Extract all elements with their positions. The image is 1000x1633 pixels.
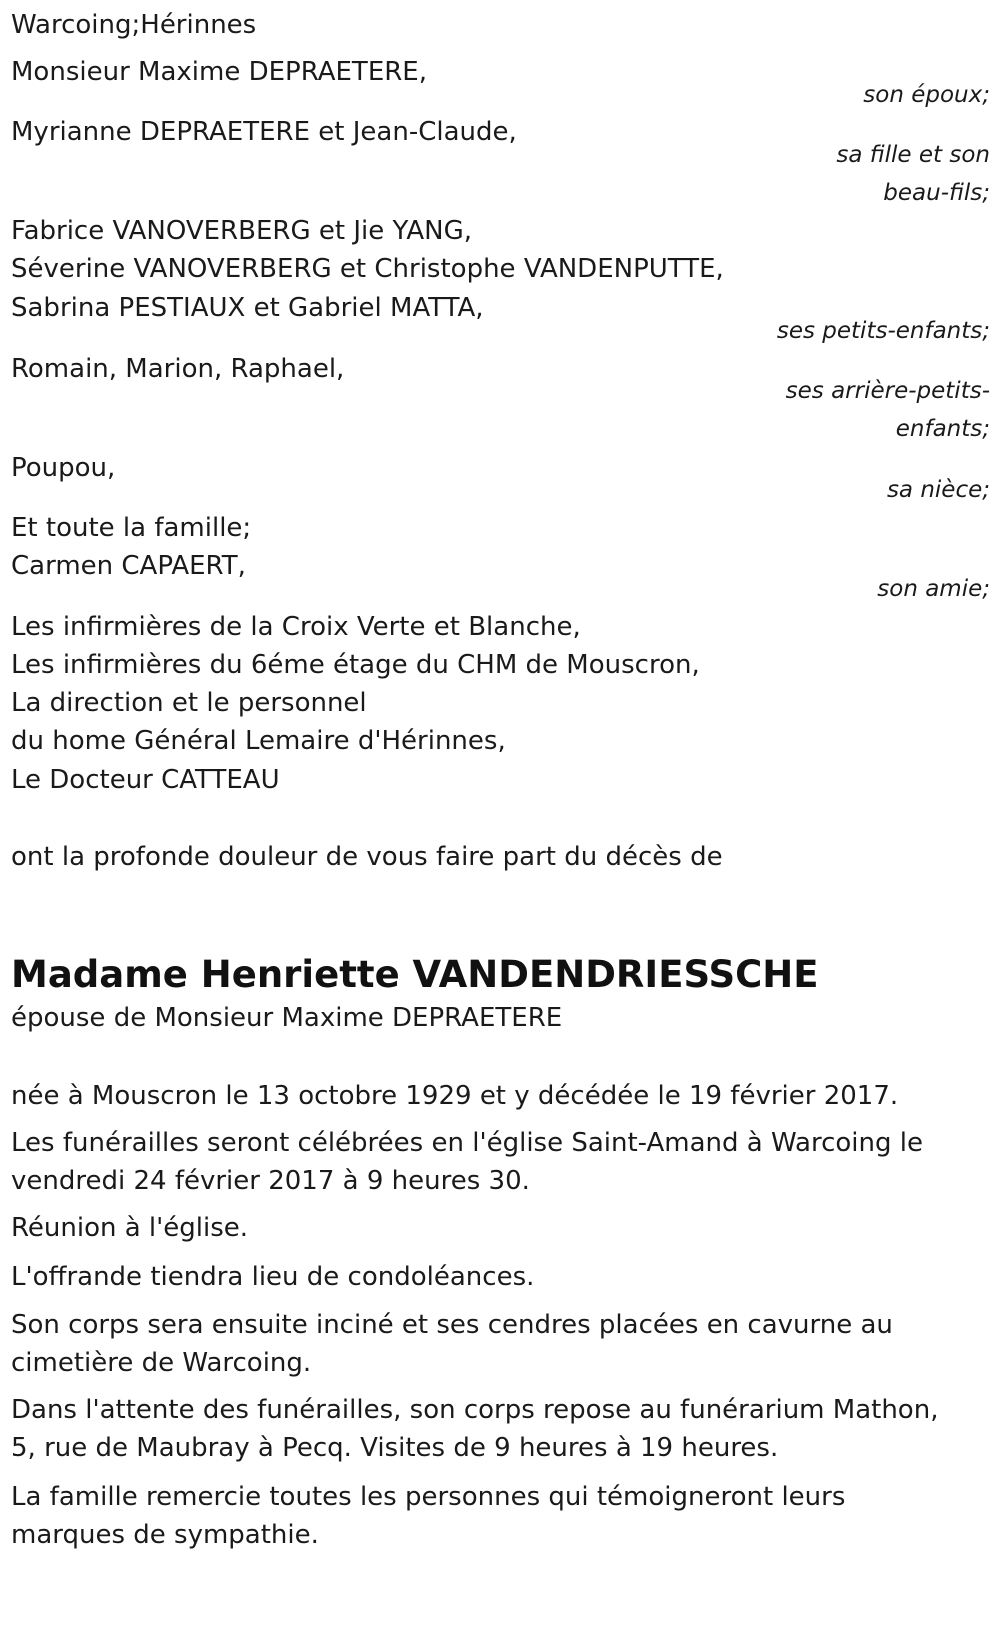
others-line: Les infirmières de la Croix Verte et Blanche, bbox=[11, 612, 581, 642]
great-grandchildren-line: Romain, Marion, Raphael, bbox=[11, 354, 345, 384]
others-line: La direction et le personnel bbox=[11, 688, 367, 718]
birth-death: née à Mouscron le 13 octobre 1929 et y décédée le 19 février 2017. bbox=[11, 1081, 899, 1111]
thanks-line: La famille remercie toutes les personnes qui témoigneront leurs bbox=[11, 1482, 846, 1512]
cremation-line: cimetière de Warcoing. bbox=[11, 1348, 312, 1378]
spouse-relation: son époux; bbox=[863, 82, 990, 108]
spouse-line: Monsieur Maxime DEPRAETERE, bbox=[11, 57, 427, 87]
grandchild-line: Fabrice VANOVERBERG et Jie YANG, bbox=[11, 216, 472, 246]
friend-relation: son amie; bbox=[877, 576, 990, 602]
grandchildren-relation: ses petits-enfants; bbox=[776, 318, 990, 344]
grandchild-line: Séverine VANOVERBERG et Christophe VANDENPUTTE, bbox=[11, 254, 724, 284]
ceremony-line: vendredi 24 février 2017 à 9 heures 30. bbox=[11, 1166, 530, 1196]
location: Warcoing;Hérinnes bbox=[11, 10, 257, 40]
daughter-relation-1: sa fille et son bbox=[836, 142, 990, 168]
daughter-line: Myrianne DEPRAETERE et Jean-Claude, bbox=[11, 117, 517, 147]
rest-line: Dans l'attente des funérailles, son corps repose au funérarium Mathon, bbox=[11, 1395, 939, 1425]
great-grandchildren-relation-2: enfants; bbox=[895, 416, 990, 442]
cremation-line: Son corps sera ensuite inciné et ses cendres placées en cavurne au bbox=[11, 1310, 893, 1340]
daughter-relation-2: beau-fils; bbox=[883, 180, 990, 206]
niece-line: Poupou, bbox=[11, 453, 116, 483]
deceased-name: Madame Henriette VANDENDRIESSCHE bbox=[11, 953, 819, 996]
thanks-line: marques de sympathie. bbox=[11, 1520, 319, 1550]
others-line: du home Général Lemaire d'Hérinnes, bbox=[11, 726, 506, 756]
friend-line: Carmen CAPAERT, bbox=[11, 551, 246, 581]
announcement: ont la profonde douleur de vous faire part du décès de bbox=[11, 842, 723, 872]
offering-line: L'offrande tiendra lieu de condoléances. bbox=[11, 1262, 535, 1292]
ceremony-line: Les funérailles seront célébrées en l'église Saint-Amand à Warcoing le bbox=[11, 1128, 923, 1158]
others-line: Les infirmières du 6éme étage du CHM de Mouscron, bbox=[11, 650, 700, 680]
grandchild-line: Sabrina PESTIAUX et Gabriel MATTA, bbox=[11, 293, 484, 323]
whole-family-line: Et toute la famille; bbox=[11, 513, 252, 543]
great-grandchildren-relation-1: ses arrière-petits- bbox=[785, 378, 990, 404]
others-line: Le Docteur CATTEAU bbox=[11, 765, 280, 795]
spouse-of: épouse de Monsieur Maxime DEPRAETERE bbox=[11, 1003, 563, 1033]
meeting-line: Réunion à l'église. bbox=[11, 1213, 249, 1243]
niece-relation: sa nièce; bbox=[886, 477, 990, 503]
rest-line: 5, rue de Maubray à Pecq. Visites de 9 heures à 19 heures. bbox=[11, 1433, 779, 1463]
